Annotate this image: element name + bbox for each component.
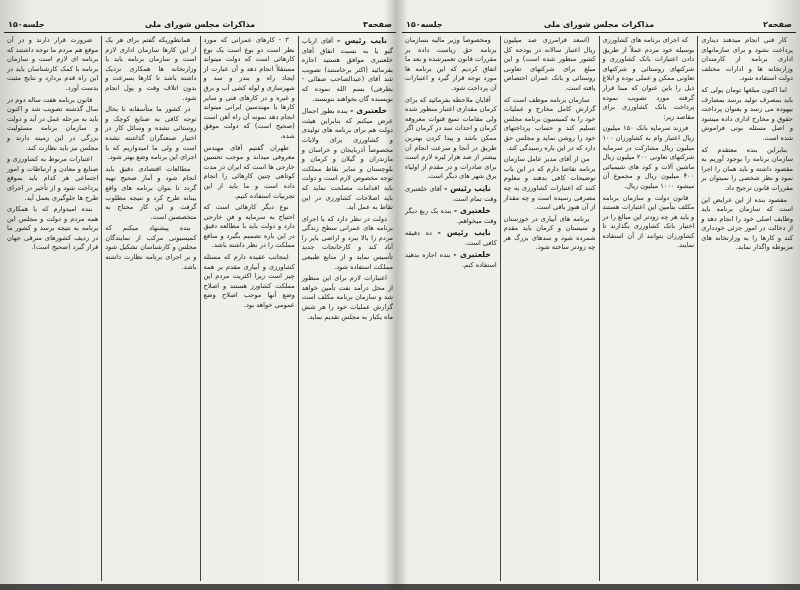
paragraph: [7, 96, 98, 154]
paragraph-text: اما اکنون مبلغها تومان پولی که باید بمصرف تولید برسد بمصارف بیهوده می رسد و بعنوان پرداخت حقوق و مخارج اداری داده میشود و اصل مسئله بوتی فراموش شده است.: [701, 85, 793, 142]
paragraph-text: ضرورت قرار دارند و در آن موقع هم مردم ما توجه داشتند که برنامه ای لازم است و سازمان برنامه با کمک کارشناسان باید در این راه قدم بردارد و نتایج مثبت بدست آورد.: [7, 36, 99, 92]
paragraph: [504, 96, 596, 154]
paragraph: [504, 155, 596, 213]
paragraph-text: آقای خلعتبری وقت تمام است.: [405, 184, 497, 203]
paragraph-text: بنده امیدوارم که با همکاری همه مردم و دولت و مجلس این برنامه به نتیجه برسد و کشور ما در ردیف کشورهای مترقی جهان قرار گیرد (صحیح است).: [7, 205, 99, 252]
session-number: جلسه۱۵۰: [8, 20, 45, 29]
right-page: [402, 18, 796, 583]
paragraph: [701, 36, 793, 84]
text-column: [599, 36, 698, 581]
paragraph-text: آقایان ملاحظه بفرمائید که برای کرمان مقداری اعتبار منظور شده ولی مقامات تمیع قنوات معروفه کرمان و احداث سد در کرمان اگر ممکن باشد و پیدا کردن بهترین طریق در آنجا و سرعت انجام آن بیشتر از صد هزار لیره لازم است برای صادرات و در مقدم از اولیاء برق شهر های دیگر است.: [405, 95, 497, 181]
page-number: صفحه۳: [363, 20, 392, 29]
paragraph-text: مقصود بنده از این عرایض این است که سازمان برنامه باید وظایف اصلی خود را انجام دهد و از دخالت در امور جزئی خودداری کند و کارها را به وزارتخانه های مربوطه واگذار نماید.: [701, 195, 793, 252]
paragraph: [204, 203, 295, 251]
speaker-name: خلعتبری -: [453, 250, 491, 260]
paragraph-text: نوع دیگر کارهائی است که احتیاج به سرمایه و فن خارجی دارد و دولت باید با مطالعه دقیق در این باره تصمیم بگیرد و منافع مملکت را در نظر داشته باشد.: [203, 203, 295, 250]
paragraph: [701, 86, 793, 144]
paragraph: [701, 146, 793, 194]
paragraph: [105, 36, 196, 103]
paragraph-text: سازمان برنامه موظف است که گزارش کامل مخارج و عملیات خود را به کمیسیون برنامه مجلس تسلیم کند و حساب پرداختهای خود را روشن نماید و مجلس حق دارد که در این باره رسیدگی کند.: [503, 95, 596, 152]
paragraph: [302, 215, 393, 273]
paragraph: [603, 194, 695, 252]
text-columns: [402, 36, 796, 581]
page-header: [4, 18, 396, 33]
paragraph-text: قانون برنامه هفت ساله دوم در سال گذشته تصویب شد و اکنون باید به مرحله عمل در آید و دولت و سازمان برنامه مسئولیت بزرگی در این زمینه دارند و مجلس نیز باید نظارت کند.: [7, 95, 99, 152]
scan-bottom-edge: [0, 584, 800, 590]
paragraph-text: اینجانب عقیده دارم که مسئله کشاورزی و آبیاری مقدم بر همه چیز است زیرا اکثریت مردم این مملکت کشاورز هستند و اصلاح وضع آنها موجب اصلاح وضع عمومی خواهد بود.: [203, 253, 295, 310]
text-column: [4, 36, 101, 581]
paragraph-text: بنده اجازه بدهید استفاده کنم.: [405, 251, 497, 270]
speaker-name: نایب رئیس -: [337, 36, 387, 45]
paragraph: [405, 206, 497, 226]
paragraph-text: بنده پیشنهاد میکنم که کمیسیونی مرکب از نمایندگان مجلس و کارشناسان تشکیل شود و بر اجرای برنامه نظارت داشته باشد.: [105, 224, 197, 271]
paragraph-text: ومخصوصاً وزیر مالیه بسازمان برنامه حق ریاست داده بر مقررات قانون تعمیرشده و بعد ما اتفاق کردیم که این برنامه ها مورد توجه قرار گیرد و اعتبارات آن پرداخت شود.: [405, 36, 497, 92]
paragraph: [7, 155, 98, 203]
paragraph-text: (اسعد فرامرزی صد میلیون ریال اعتبار سالانه در بودجه کل کشور منظور شده است) و این مبلغ برای شرکتهای تعاونی روستائی و بانک عمران اختصاص یافته است.: [503, 36, 596, 92]
paragraph-text: ۳ - کارهای عمرانی که مورد نظر است دو نوع است یک نوع کارهائی است که دولت میتواند مستقلاً انجام دهد و آن عبارت از ایجاد راه و بندر و سد و شهرسازی و لوله کشی آب و برق و غیره و در کارهای فنی و سایر کارها با مهندسین ایرانی میتواند انجام دهد نمونه آن راه آهن است (صحیح است) که دولت موفق شده.: [203, 36, 295, 140]
paragraph: [504, 215, 596, 253]
paragraph-text: اعتبارات مربوط به کشاورزی و صنایع و معادن و ارتباطات و امور اجتماعی هر کدام باید بموقع پرداخت شود و از تأخیر در اجرای طرح ها جلوگیری بعمل آید.: [7, 155, 99, 202]
text-column: [402, 36, 500, 581]
paragraph: [204, 144, 295, 202]
paragraph: [302, 36, 393, 104]
paragraph: [504, 36, 596, 94]
paragraph-text: آقای ارباب گیو یا به نسبت اتفاق آقای خلعتبری موافق هستید اجازه بفرمائید (اکثر برخاستند) تصویب شد آقای (عبدالصاحب صفائی - بطرفی) بسم الله نموده که نویسنده گان بخواهند بنویسند.: [301, 37, 393, 103]
paragraph: [302, 106, 393, 213]
paragraph: [302, 274, 393, 322]
paragraph: [204, 36, 295, 142]
paragraph-text: بنده یک ربع دیگر وقت میخواهم.: [405, 207, 497, 225]
paragraph: [105, 224, 196, 272]
publication-title: مذاکرات مجلس شورای ملی: [144, 20, 256, 29]
text-columns: [4, 36, 396, 581]
speaker-name: نایب رئیس -: [437, 228, 491, 238]
paragraph: [405, 228, 497, 248]
paragraph: [405, 184, 497, 204]
page-number: صفحه۲: [763, 20, 792, 29]
speaker-name: نایب رئیس -: [444, 183, 491, 193]
paragraph-text: اعتبارات لازم برای این منظور از محل درآمد نفت تأمین خواهد شد و سازمان برنامه مکلف است گزارش عملیات خود را هر شش ماه یکبار به مجلس تقدیم نماید.: [301, 274, 393, 321]
text-column: [101, 36, 199, 581]
speaker-name: خلعتبری -: [453, 206, 491, 216]
left-page: [4, 18, 396, 583]
paragraph-text: فرزند سرمایه بانک ۱۵۰ میلیون ریال اعتبار وام به کشاورزان ۱۰۰ میلیون ریال مشارکت در سرمایه شرکتهای تعاونی ۲۰۰ میلیون ریال ماشین آلات و کود های شیمیائی ۴۰۰ میلیون ریال و مجموع آن میشود ۱۰۰۰ میلیون ریال.: [602, 124, 695, 190]
session-number: جلسه۱۵۰: [406, 20, 443, 29]
paragraph-text: همانطوریکه گفتم برای هر یک از این کارها سازمان اداری لازم است و سازمان برنامه باید با وزارتخانه ها همکاری نزدیک داشته باشد تا کارها بسرعت و بدون اتلاف وقت و پول انجام شود.: [105, 36, 197, 102]
page-header: [402, 18, 796, 33]
paragraph-text: بنده بطور اجمال عرض میکنم که بنابراین هیئت دولت هم برای برنامه های تولیدی و کشاورزی برای ولایات مخصوصاً آذربایجان و خراسان و مازندران و گیلان و کرمان و بلوچستان و سایر نقاط مملکت توجه مخصوص لازم است و دولت باید اقدامات مصلحت نماید که باید اصلاحات کشاورزی در این نقاط به عمل آید.: [301, 107, 393, 212]
paragraph: [603, 36, 695, 122]
paragraph-text: من از آقای مدیر عامل سازمان برنامه تقاضا دارم که در این باب توضیحات کافی بدهند و معلوم کنند که اعتبارات کشاورزی به چه مصرفی رسیده است و چه مقدار از آن هنوز باقی است.: [503, 155, 596, 212]
paragraph: [7, 36, 98, 94]
text-column: [697, 36, 796, 581]
paragraph-text: برنامه های آبیاری در خوزستان و سیستان و کرمان باید مقدم شمرده شود و سدهای بزرگ هر چه زودتر ساخته شود.: [503, 214, 596, 252]
paragraph-text: دولت در نظر دارد که با اجرای برنامه های عمرانی سطح زندگی مردم را بالا ببرد و اراضی بایر را آباد کند و کارخانجات جدید تأسیس نماید و از منابع طبیعی مملکت استفاده شود.: [301, 214, 393, 271]
publication-title: مذاکرات مجلس شورای ملی: [543, 20, 655, 29]
paragraph-text: بنابراین بنده معتقدم که سازمان برنامه را بوجود آوریم به مقصود داشته و باید همان را اجرا نمود و نظر شخصی را نمیتوان بر مقررات قانون ترجیح داد.: [701, 145, 793, 192]
paragraph-text: که اجرای برنامه های کشاورزی بوسیله خود مردم عملاً از طریق دادن اعتبارات بانک کشاورزی و شرکتهای روستائی و شرکتهای تعاونی ممکن و عملی بوده و ابلاغ ذیل را باین عنوان که مبنا قرار گرفته مورد تصویب نموده پرداخت بانک کشاورزی برای مقاصد زیر:: [602, 36, 695, 121]
paragraph: [105, 105, 196, 163]
paragraph: [405, 36, 497, 94]
paragraph-text: در کشور ما متأسفانه تا بحال توجه کافی به صنایع کوچک و روستائی نشده و وسائل کار در اختیار صنعتگران گذاشته نشده است و ولی ما امیدواریم که با اجرای این برنامه وضع بهتر شود.: [105, 105, 197, 162]
paragraph: [405, 96, 497, 182]
paragraph-text: مطالعات اقتصادی دقیق باید انجام شود و آمار صحیح تهیه گردد تا بتوان برنامه های واقع بینانه طرح کرد و نتیجه مطلوب گرفت و این کار محتاج به متخصصین است.: [105, 164, 197, 221]
paragraph: [7, 205, 98, 253]
paragraph-text: ده دقیقه کافی است.: [405, 229, 497, 247]
text-column: [500, 36, 599, 581]
paragraph-text: طهران گفتیم آقای مهندس معروفی میداند و موجب تحسین خارجی ها است که ایران در مدت کوتاهی چنین کارهائی را انجام داده است و ما باید از این تجربیات استفاده کنیم.: [203, 143, 295, 200]
paragraph: [405, 250, 497, 270]
paragraph: [701, 196, 793, 254]
paragraph: [204, 253, 295, 311]
paragraph-text: قانون دولت و سازمان برنامه مکلف بتأمین این اعتبارات هستند و باید هر چه زودتر این مبالغ را در اختیار بانک کشاورزی بگذارند تا کشاورزان بتوانند از آن استفاده نمایند.: [602, 193, 695, 250]
speaker-name: خلعتبری -: [350, 106, 387, 116]
text-column: [200, 36, 298, 581]
text-column: [298, 36, 396, 581]
paragraph: [603, 124, 695, 191]
paragraph-text: کار فنی انجام میدهند دیناری پرداخت نشود و برای سازمانهای اداری برنامه از کارمندان وزارتخانه ها و ادارات مختلف دولت استفاده شود.: [701, 36, 793, 83]
paragraph: [105, 165, 196, 223]
